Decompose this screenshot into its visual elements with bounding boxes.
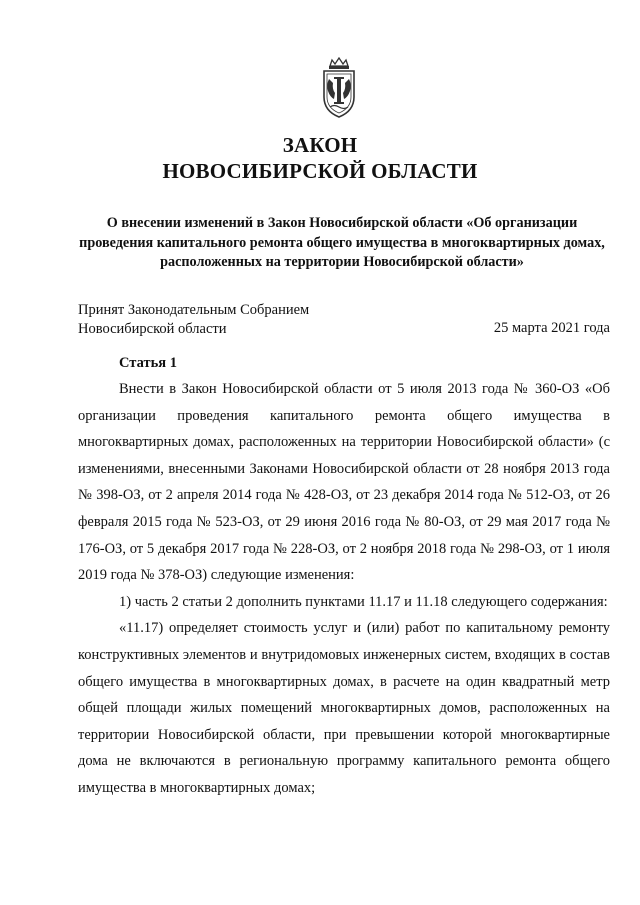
article-paragraph: 1) часть 2 статьи 2 дополнить пунктами 11.17 и 11.18 следующего содержания:	[119, 593, 608, 610]
article-body	[78, 376, 610, 802]
article-paragraph: «11.17) определяет стоимость услуг и (или) работ по капитальному ремонту конструктивных элементов и внутридомовых инженерных систем, входящих в состав общего имущества в многоквартирных домах, в расчете на один квадратный метр общей площади жилых помещений многоквартирных домов, расположенных на территории Новосибирской области, при превышении которой многоквартирные дома не включаются в региональную программу капитального ремонта общего имущества в многоквартирных домах;	[78, 620, 610, 796]
law-title-line-2: НОВОСИБИРСКОЙ ОБЛАСТИ	[162, 159, 478, 183]
adoption-line-1: Принят Законодательным Собранием	[78, 302, 310, 318]
article-paragraph: Внести в Закон Новосибирской области от 5 июля 2013 года № 360-ОЗ «Об организации проведения капитального ремонта общего имущества в многоквартирных домах, расположенных на территории Новосибирской области» (с изменениями, внесенными Законами Новосибирской области от 28 ноября 2013 года № 398-ОЗ, от 2 апреля 2014 года № 428-ОЗ, от 23 декабря 2014 года № 512-ОЗ, от 26 февраля 2015 года № 523-ОЗ, от 29 июня 2016 года № 80-ОЗ, от 29 мая 2017 года № 176-ОЗ, от 5 декабря 2017 года № 228-ОЗ, от 2 ноября 2018 года № 298-ОЗ, от 1 июля 2019 года № 378-ОЗ) следующие изменения:	[78, 381, 610, 584]
coat-of-arms-icon	[316, 57, 362, 119]
adoption-date: 25 марта 2021 года	[493, 320, 610, 336]
adoption-line-2: Новосибирской области	[78, 321, 227, 337]
law-subtitle: О внесении изменений в Закон Новосибирской области «Об организации проведения капитального ремонта общего имущества в многоквартирных домах, расположенных на территории Новосибирской области»	[79, 215, 605, 270]
adoption-block	[78, 301, 309, 339]
law-title-line-1: ЗАКОН	[282, 133, 358, 157]
article-heading: Статья 1	[119, 355, 177, 371]
